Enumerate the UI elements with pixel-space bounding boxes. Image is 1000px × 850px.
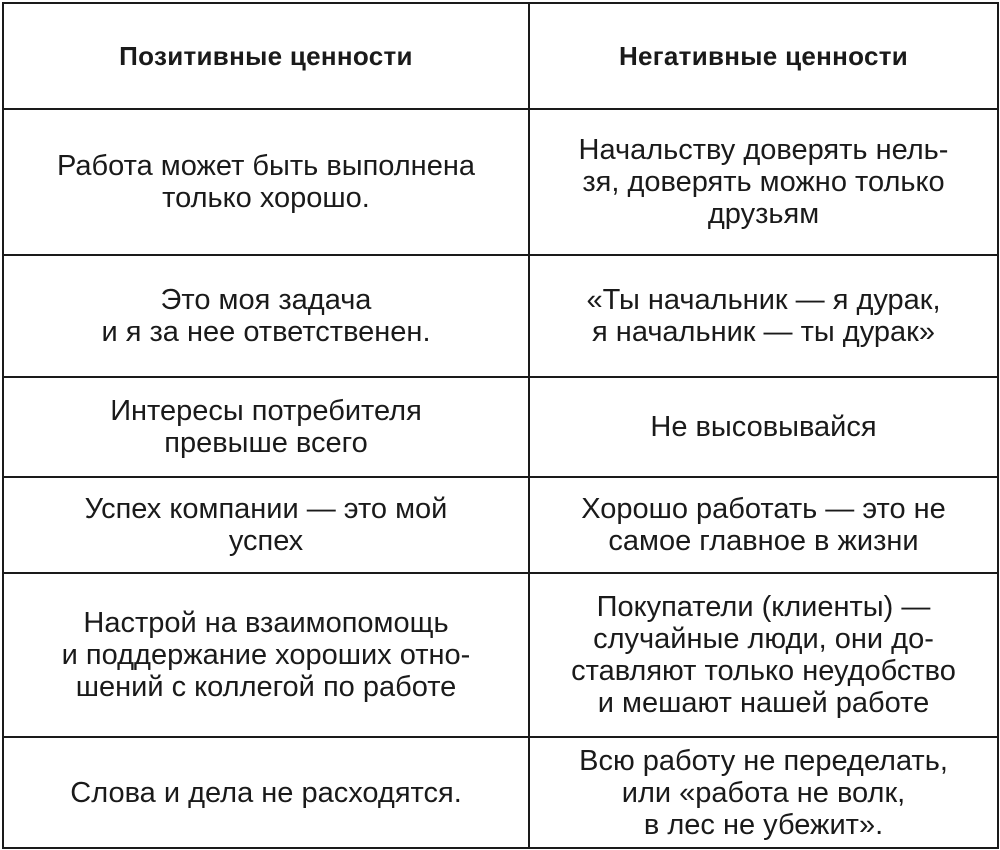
- negative-value-cell: Хорошо работать — это не самое главное в жизни: [529, 477, 998, 573]
- header-negative-values: Негативные ценности: [529, 3, 998, 109]
- table-row: [3, 109, 998, 255]
- positive-value-cell: Слова и дела не расходятся.: [3, 737, 529, 848]
- positive-value-cell: Настрой на взаимопомощь и поддержание хороших отно- шений с коллегой по работе: [3, 573, 529, 737]
- table-header-row: [3, 3, 998, 109]
- positive-value-cell: Работа может быть выполнена только хорошо.: [3, 109, 529, 255]
- positive-value-cell: Интересы потребителя превыше всего: [3, 377, 529, 477]
- negative-value-cell: Начальству доверять нель- зя, доверять можно только друзьям: [529, 109, 998, 255]
- positive-value-cell: Это моя задача и я за нее ответственен.: [3, 255, 529, 377]
- positive-value-cell: Успех компании — это мой успех: [3, 477, 529, 573]
- table-row: [3, 477, 998, 573]
- table-row: [3, 737, 998, 848]
- negative-value-cell: Всю работу не переделать, или «работа не волк, в лес не убежит».: [529, 737, 998, 848]
- values-table: [2, 2, 999, 849]
- table-row: [3, 377, 998, 477]
- header-positive-values: Позитивные ценности: [3, 3, 529, 109]
- negative-value-cell: «Ты начальник — я дурак, я начальник — ты дурак»: [529, 255, 998, 377]
- negative-value-cell: Покупатели (клиенты) — случайные люди, они до- ставляют только неудобство и мешают нашей работе: [529, 573, 998, 737]
- table-row: [3, 573, 998, 737]
- table-row: [3, 255, 998, 377]
- negative-value-cell: Не высовывайся: [529, 377, 998, 477]
